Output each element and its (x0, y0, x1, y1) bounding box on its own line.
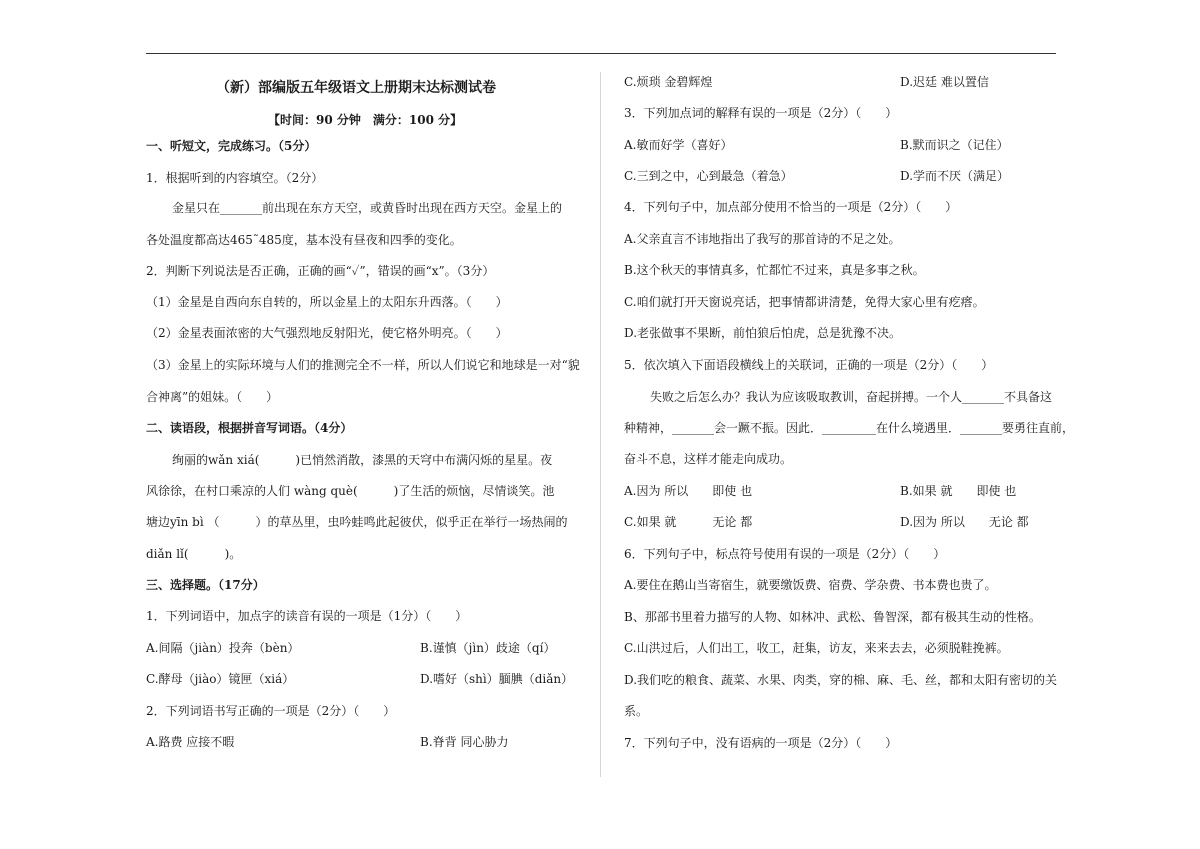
option-b-or-d: D.因为 所以 无论 都 (900, 515, 1029, 529)
text-line: （2）金星表面浓密的大气强烈地反射阳光，使它格外明亮。（ ） (146, 326, 508, 340)
option-b-or-d: D.嗜好（shì）腼腆（diǎn） (420, 672, 574, 686)
option-a-or-c: A.因为 所以 即使 也 (624, 484, 753, 498)
text-line: 系。 (624, 704, 649, 718)
text-line: 1．根据听到的内容填空。（2分） (146, 171, 324, 185)
text-line: C.咱们就打开天窗说亮话，把事情都讲清楚，免得大家心里有疙瘩。 (624, 295, 985, 309)
text-line: 2．判断下列说法是否正确，正确的画“✓”，错误的画“x”。（3分） (146, 264, 495, 278)
section-heading: 二、读语段，根据拼音写词语。（4分） (146, 421, 353, 435)
exam-title: （新）部编版五年级语文上册期末达标测试卷 (216, 80, 496, 96)
text-line: 风徐徐，在村口乘凉的人们 wàng què( )了生活的烦恼，尽情谈笑。池 (146, 484, 555, 498)
text-line: B.这个秋天的事情真多，忙都忙不过来，真是多事之秋。 (624, 263, 925, 277)
option-a-or-c: C.酵母（jiào）镜匣（xiá） (146, 672, 295, 686)
option-b-or-d: B.如果 就 即使 也 (900, 484, 1017, 498)
option-b-or-d: D.学而不厌（满足） (900, 169, 1010, 183)
text-line: 合神离”的姐妹。（ ） (146, 390, 279, 404)
section-heading: 一、听短文，完成练习。（5分） (146, 139, 317, 153)
text-line: 塘边yīn bì （ ）的草丛里，虫吟蛙鸣此起彼伏，似乎正在举行一场热闹的 (146, 515, 568, 529)
text-line: 4．下列句子中，加点部分使用不恰当的一项是（2分）（ ） (624, 200, 958, 214)
text-line: 7．下列句子中，没有语病的一项是（2分）（ ） (624, 736, 898, 750)
text-line: 绚丽的wǎn xiá( )已悄然消散，漆黑的天穹中布满闪烁的星星。夜 (172, 453, 553, 467)
option-a-or-c: C.如果 就 无论 都 (624, 515, 753, 529)
section-heading: 三、选择题。（17分） (146, 578, 265, 592)
option-a-or-c: C.三到之中，心到最急（着急） (624, 169, 793, 183)
text-line: 金星只在_______前出现在东方天空，或黄昏时出现在西方天空。金星上的 (172, 201, 563, 215)
top-rule (146, 53, 1056, 54)
text-line: 失败之后怎么办？我认为应该吸取教训，奋起拼搏。一个人_______不具备这 (650, 390, 1053, 404)
text-line: B、那部书里着力描写的人物、如林冲、武松、鲁智深，都有极其生动的性格。 (624, 610, 1041, 624)
text-line: 各处温度都高达465˜485度，基本没有昼夜和四季的变化。 (146, 233, 462, 247)
column-divider (600, 72, 601, 777)
option-a-or-c: A.路费 应接不暇 (146, 735, 235, 749)
option-a-or-c: A.敏而好学（喜好） (624, 138, 733, 152)
text-line: 5．依次填入下面语段横线上的关联词，正确的一项是（2分）（ ） (624, 358, 994, 372)
option-b-or-d: B.脊背 同心胁力 (420, 735, 509, 749)
text-line: C.山洪过后，人们出工，收工，赶集，访友，来来去去，必须脱鞋挽裤。 (624, 641, 1009, 655)
text-line: 6．下列句子中，标点符号使用有误的一项是（2分）（ ） (624, 547, 946, 561)
text-line: A.要住在鹅山当寄宿生，就要缴饭费、宿费、学杂费、书本费也贵了。 (624, 578, 997, 592)
text-line: 2．下列词语书写正确的一项是（2分）（ ） (146, 704, 396, 718)
text-line: 3．下列加点词的解释有误的一项是（2分）（ ） (624, 106, 898, 120)
text-line: （3）金星上的实际环境与人们的推测完全不一样，所以人们说它和地球是一对“貌 (146, 358, 580, 372)
text-line: A.父亲直言不讳地指出了我写的那首诗的不足之处。 (624, 232, 901, 246)
text-line: diǎn lǐ( )。 (146, 547, 242, 561)
text-line: 种精神，_______会一蹶不振。因此．_________在什么境遇里．_______要勇往直前， (624, 421, 1075, 435)
option-a-or-c: A.间隔（jiàn）投奔（bèn） (146, 641, 300, 655)
option-b-or-d: D.迟廷 难以置信 (900, 75, 989, 89)
text-line: （1）金星是自西向东自转的，所以金星上的太阳东升西落。（ ） (146, 295, 508, 309)
option-b-or-d: B.默而识之（记住） (900, 138, 1009, 152)
exam-time-score: 【时间：90 分钟 满分：100 分】 (268, 113, 463, 127)
text-line: D.老张做事不果断，前怕狼后怕虎，总是犹豫不决。 (624, 326, 902, 340)
text-line: D.我们吃的粮食、蔬菜、水果、肉类，穿的棉、麻、毛、丝，都和太阳有密切的关 (624, 673, 1058, 687)
option-a-or-c: C.烦琐 金碧辉煌 (624, 75, 713, 89)
option-b-or-d: B.谨慎（jìn）歧途（qí） (420, 641, 556, 655)
text-line: 1．下列词语中，加点字的读音有误的一项是（1分）（ ） (146, 609, 468, 623)
text-line: 奋斗不息，这样才能走向成功。 (624, 452, 793, 466)
